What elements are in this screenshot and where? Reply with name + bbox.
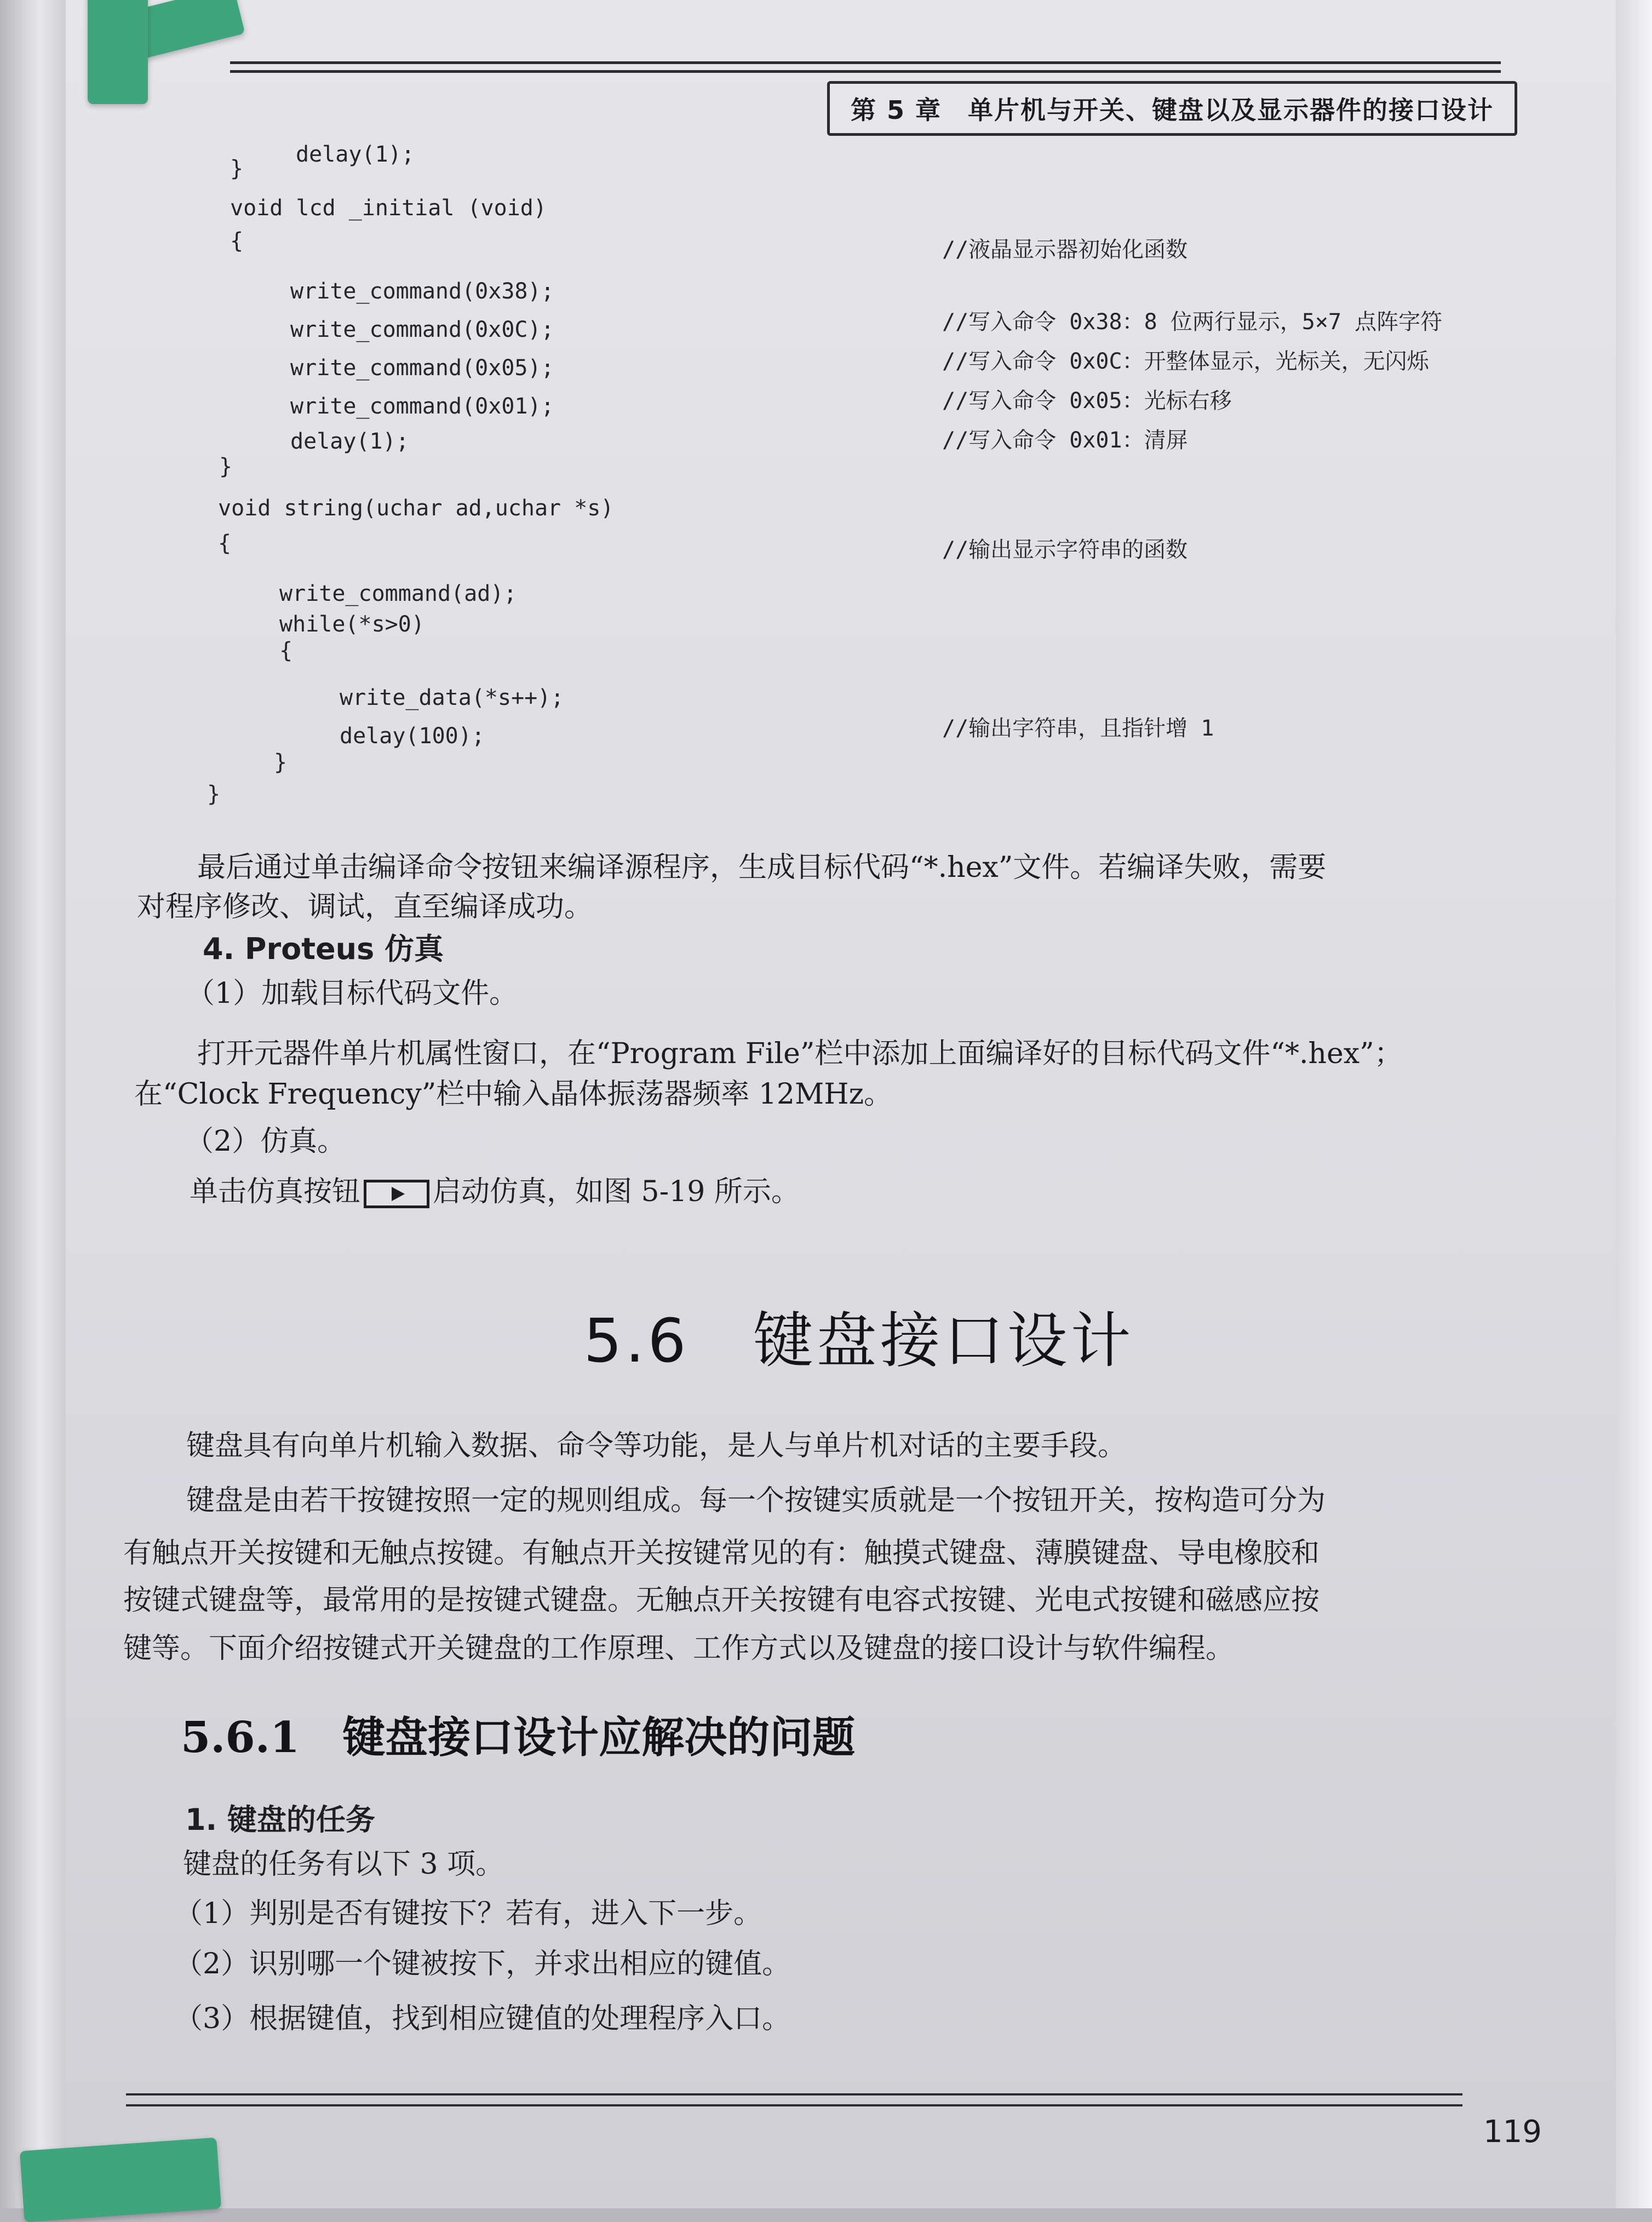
code-comment: //输出字符串，且指针增 1 bbox=[942, 716, 1214, 741]
code-line: while(*s>0) bbox=[279, 612, 425, 637]
code-line: } bbox=[207, 782, 221, 807]
code-comment: //液晶显示器初始化函数 bbox=[942, 237, 1188, 262]
code-line: } bbox=[230, 156, 244, 181]
chapter-title: 第 5 章 单片机与开关、键盘以及显示器件的接口设计 bbox=[850, 95, 1494, 125]
page-number: 119 bbox=[1483, 2114, 1542, 2150]
list-item: （3）根据键值，找到相应键值的处理程序入口。 bbox=[174, 2002, 791, 2035]
code-line: } bbox=[274, 750, 288, 775]
code-line: write_command(0x0C); bbox=[290, 317, 554, 342]
code-line: { bbox=[230, 228, 244, 254]
code-comment: //写入命令 0x0C：开整体显示，光标关，无闪烁 bbox=[942, 349, 1429, 374]
code-line: void lcd _initial (void) bbox=[230, 196, 547, 221]
paragraph-text: 单击仿真按钮 bbox=[190, 1175, 361, 1208]
code-line: { bbox=[279, 638, 293, 663]
code-line: write_command(0x05); bbox=[290, 355, 554, 381]
code-line: write_data(*s++); bbox=[340, 685, 564, 710]
bookmark-tab bbox=[88, 0, 148, 104]
step-item: （2）仿真。 bbox=[185, 1125, 346, 1158]
list-item: （1）判别是否有键按下？若有，进入下一步。 bbox=[174, 1897, 762, 1930]
code-line: delay(100); bbox=[340, 724, 485, 749]
paragraph-line: 最后通过单击编译命令按钮来编译源程序，生成目标代码“*.hex”文件。若编译失败，需要 bbox=[197, 851, 1327, 884]
paragraph-line: 对程序修改、调试，直至编译成功。 bbox=[137, 891, 593, 923]
code-line: { bbox=[218, 531, 232, 556]
paragraph-line: 键盘具有向单片机输入数据、命令等功能，是人与单片机对话的主要手段。 bbox=[186, 1429, 1127, 1462]
code-line: write_command(0x01); bbox=[290, 394, 554, 419]
code-line: write_command(ad); bbox=[279, 581, 517, 606]
code-comment: //输出显示字符串的函数 bbox=[942, 537, 1188, 562]
simulate-play-icon bbox=[364, 1180, 429, 1208]
code-line: void string(uchar ad,uchar *s) bbox=[218, 496, 614, 521]
list-item: （2）识别哪一个键被按下，并求出相应的键值。 bbox=[174, 1948, 791, 1980]
code-comment: //写入命令 0x38：8 位两行显示，5×7 点阵字符 bbox=[942, 309, 1443, 335]
paragraph-line: 键等。下面介绍按键式开关键盘的工作原理、工作方式以及键盘的接口设计与软件编程。 bbox=[123, 1632, 1235, 1665]
step-item: （1）加载目标代码文件。 bbox=[186, 977, 518, 1010]
paragraph-text: 启动仿真，如图 5-19 所示。 bbox=[433, 1175, 800, 1208]
footer-rule-bottom bbox=[126, 2104, 1462, 2106]
paragraph-line: 按键式键盘等，最常用的是按键式键盘。无触点开关按键有电容式按键、光电式按键和磁感应按 bbox=[123, 1584, 1320, 1617]
section-title: 5.6 键盘接口设计 bbox=[583, 1306, 1134, 1376]
book-page bbox=[66, 0, 1652, 2208]
paragraph-line: 有触点开关按键和无触点按键。有触点开关按键常见的有：触摸式键盘、薄膜键盘、导电橡胶和 bbox=[123, 1537, 1320, 1570]
bookmark-tab bbox=[20, 2138, 221, 2222]
code-line: delay(1); bbox=[290, 429, 409, 454]
page-edge bbox=[1616, 0, 1652, 2208]
subsection-title: 5.6.1 键盘接口设计应解决的问题 bbox=[181, 1713, 856, 1762]
book-cover-edge bbox=[0, 0, 66, 2208]
header-rule-top bbox=[230, 61, 1501, 64]
code-comment: //写入命令 0x01：清屏 bbox=[942, 428, 1188, 453]
paragraph-line bbox=[190, 1175, 800, 1208]
paragraph-line: 键盘是由若干按键按照一定的规则组成。每一个按键实质就是一个按钮开关，按构造可分为 bbox=[186, 1484, 1326, 1517]
code-line: } bbox=[219, 454, 233, 479]
header-rule-bottom bbox=[230, 70, 1501, 73]
subheading-keyboard-task: 1. 键盘的任务 bbox=[185, 1802, 375, 1837]
chapter-header bbox=[827, 81, 1517, 136]
footer-rule-top bbox=[126, 2093, 1462, 2095]
code-line: write_command(0x38); bbox=[290, 279, 554, 304]
code-comment: //写入命令 0x05：光标右移 bbox=[942, 388, 1232, 414]
code-line: delay(1); bbox=[296, 142, 415, 167]
paragraph-line: 打开元器件单片机属性窗口，在“Program File”栏中添加上面编译好的目标代码文件“*.hex”； bbox=[197, 1037, 1403, 1070]
subheading-proteus: 4. Proteus 仿真 bbox=[203, 932, 444, 966]
paragraph-line: 键盘的任务有以下 3 项。 bbox=[183, 1848, 504, 1881]
paragraph-line: 在“Clock Frequency”栏中输入晶体振荡器频率 12MHz。 bbox=[134, 1078, 892, 1111]
